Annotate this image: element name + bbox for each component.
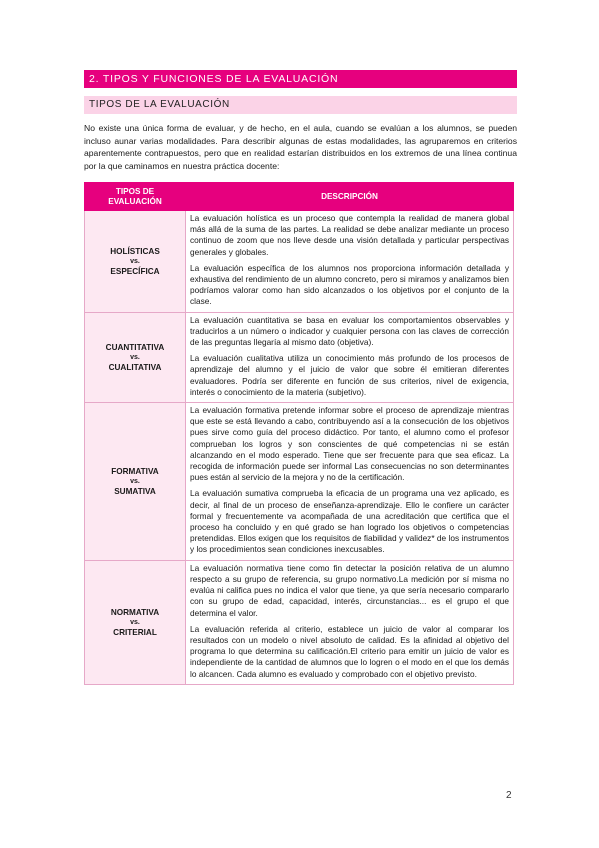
description-cell <box>186 560 514 684</box>
description-cell <box>186 211 514 313</box>
type-cell <box>85 560 186 684</box>
header-type-line1: TIPOS DE <box>115 186 155 196</box>
description-paragraph: La evaluación cuantitativa se basa en evaluar los comportamientos observables y traducirlos a un número o indicador y cualquier persona con las claves de corrección de las preguntas llegaría al mismo dato (objetiva). <box>190 314 509 348</box>
type-cell <box>85 403 186 561</box>
description-paragraph: La evaluación específica de los alumnos nos proporciona información detallada y exhaustiva del rendimiento de un alumno concreto, pero si miramos y analizamos bien podríamos valorar como han sido alcanzados o los objetivos por el conjunto de la clase. <box>190 262 509 307</box>
header-description: DESCRIPCIÓN <box>186 183 514 211</box>
table-header-row <box>85 183 514 211</box>
description-paragraph: La evaluación normativa tiene como fin detectar la posición relativa de un alumno respecto a su grupo de referencia, su grupo normativo.La medición por sí misma no evalúa ni califica pues no indica el valor que tiene, ya que sería necesario compararlo con su grupo de edad, capacidad, interés, circunstancias... es el grupo el que determina el valor. <box>190 562 509 618</box>
type-a: NORMATIVA <box>110 607 160 617</box>
description-cell <box>186 312 514 402</box>
type-a: CUANTITATIVA <box>105 342 165 352</box>
header-type-line2: EVALUACIÓN <box>108 196 162 206</box>
type-b: CUALITATIVA <box>108 362 162 372</box>
page-number: 2 <box>506 790 512 801</box>
description-paragraph: La evaluación sumativa comprueba la eficacia de un programa una vez aplicado, es decir, al final de un proceso de enseñanza-aprendizaje. Ello le confiere un carácter formal y frecuentemente va acompañada de una acreditación que certifica que el proceso ha concluido y en qué grado se han logrado los objetivos o competencias pretendidas. Ellos exigen que los requisitos de fiabilidad y validez* de los instrumentos y los procedimientos sean condiciones inexcusables. <box>190 488 509 555</box>
vs-label: vs. <box>130 477 140 485</box>
vs-label: vs. <box>130 257 140 265</box>
type-b: ESPECÍFICA <box>110 266 160 276</box>
type-b: SUMATIVA <box>114 486 156 496</box>
vs-label: vs. <box>130 618 140 626</box>
table-row <box>85 312 514 402</box>
table-row <box>85 211 514 313</box>
header-type <box>85 183 186 211</box>
table-row <box>85 560 514 684</box>
intro-paragraph: No existe una única forma de evaluar, y de hecho, en el aula, cuando se evalúan a los alumnos, se pueden incluso aunar varias modalidades. Para describir algunas de estas modalidades, las agruparemos en criterios aparentemente contrapuestos, pero que en realidad estarían distribuidos en los extremos de una línea continua por la que caminamos en nuestra práctica docente: <box>84 123 517 171</box>
evaluation-types-table <box>84 182 514 685</box>
description-paragraph: La evaluación cualitativa utiliza un conocimiento más profundo de los procesos de aprendizaje del alumno y el juicio de valor que sobre él emitieran diferentes evaluadores. Podría ser diferente en función de sus criterios, nivel de exigencia, interés o conocimiento de la materia (subjetivo). <box>190 353 509 397</box>
vs-label: vs. <box>130 353 140 361</box>
type-a: HOLÍSTICAS <box>110 246 160 256</box>
type-cell <box>85 211 186 313</box>
section-title: 2. TIPOS Y FUNCIONES DE LA EVALUACIÓN <box>84 70 517 88</box>
type-a: FORMATIVA <box>111 466 159 476</box>
description-cell <box>186 403 514 561</box>
type-b: CRITERIAL <box>113 627 157 637</box>
description-paragraph: La evaluación referida al criterio, establece un juicio de valor al comparar los resultados con un modelo o nivel absoluto de calidad. Es la afinidad al objetivo del programa lo que determina su calificación.El criterio para emitir un juicio de valor es independiente de la cantidad de alumnos que lo logren o el modo en el que los demás lo alcancen. Cada alumno es evaluado y comprobado con el objetivo previsto. <box>190 623 509 679</box>
description-paragraph: La evaluación formativa pretende informar sobre el proceso de aprendizaje mientras que este se está llevando a cabo, contribuyendo así a la consecución de los objetivos pues sirve como guía del proceso didáctico. Por tanto, el alumno como el profesor comprueban los logros y son conscientes de qué competencias ni se están alcanzando en el modo esperado. Tiene que ser frecuente para que sea eficaz. La recogida de información puede ser informal Las consecuencias no son determinantes pues están al servicio de la mejora y no de la certificación. <box>190 405 509 483</box>
description-paragraph: La evaluación holística es un proceso que contempla la realidad de manera global más allá de la suma de las partes. La realidad se debe analizar mediante un proceso continuo de zoom que nos lleve desde una visión detallada y particular perspectivas generales y globales. <box>190 213 509 257</box>
type-cell <box>85 312 186 402</box>
table-row <box>85 403 514 561</box>
subsection-title: TIPOS DE LA EVALUACIÓN <box>84 96 517 114</box>
